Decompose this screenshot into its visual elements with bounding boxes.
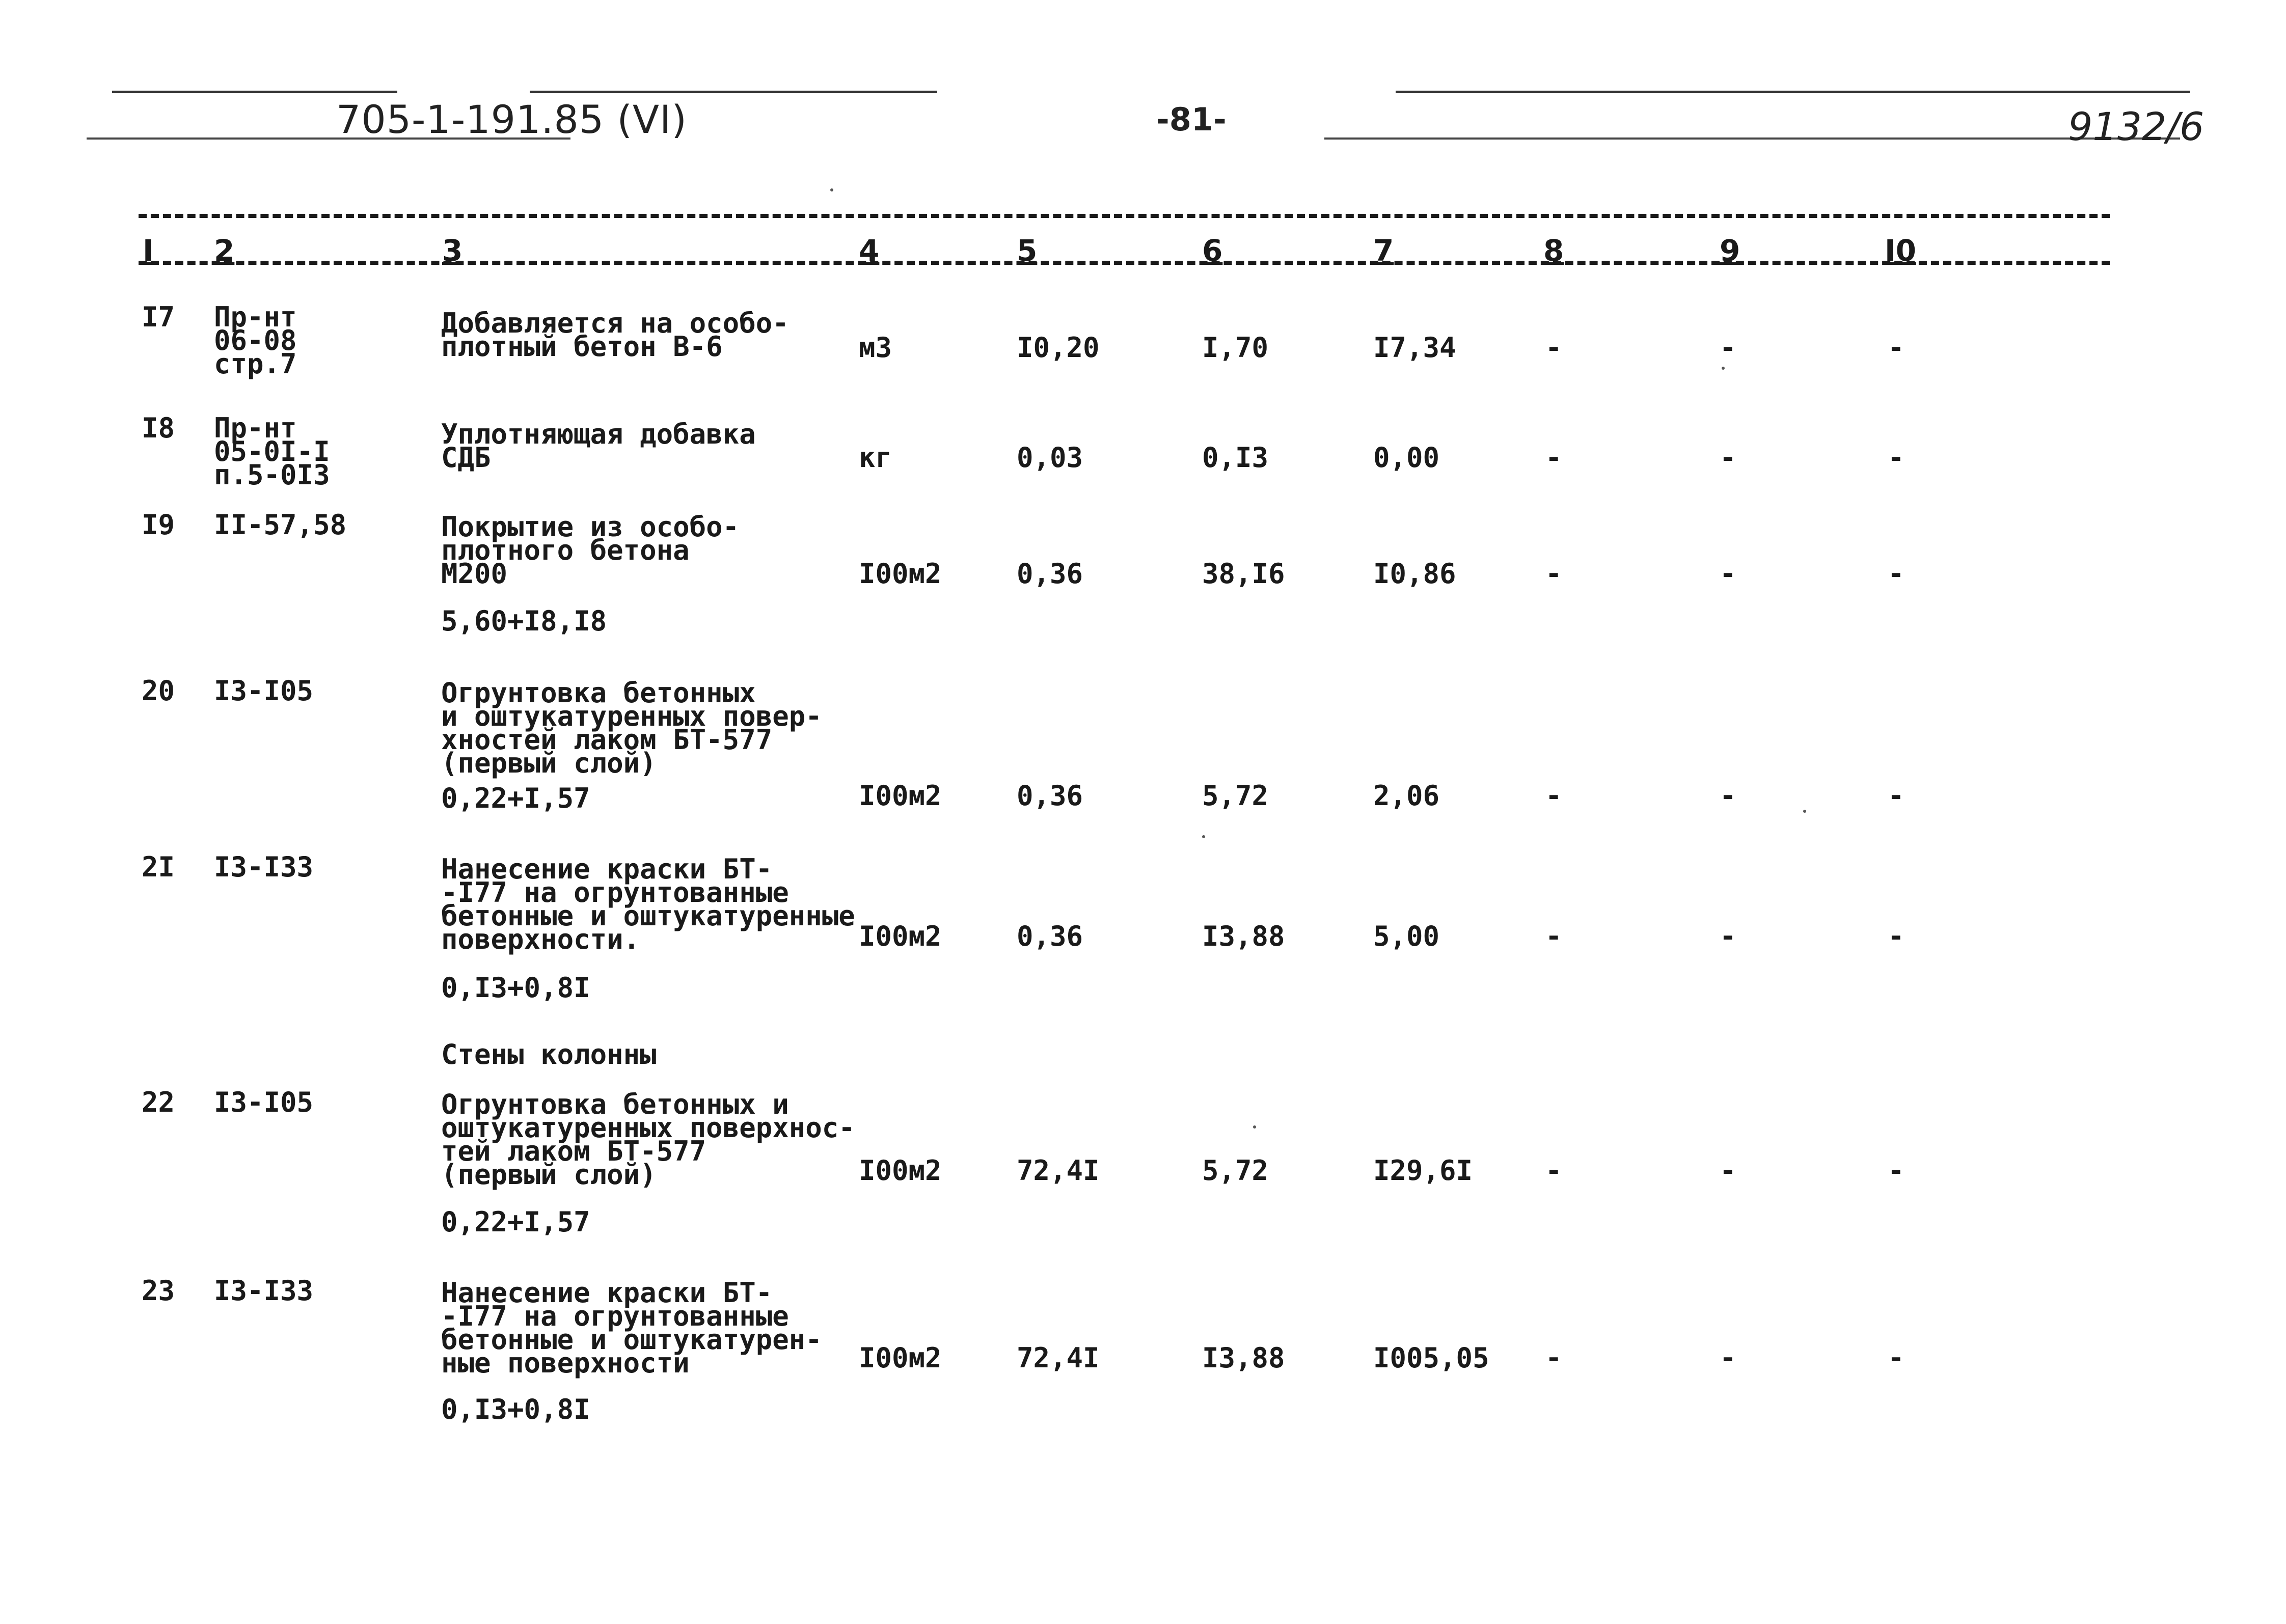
section-title: Стены колонны: [441, 1038, 657, 1070]
row-unit-price: I,70: [1202, 332, 1269, 364]
row-unit: I00м2: [859, 1154, 942, 1187]
row-number: 20: [142, 675, 175, 707]
scan-speck: [1803, 810, 1806, 813]
row-unit: кг: [859, 442, 892, 474]
row-col10: -: [1888, 1154, 1904, 1187]
row-unit-price: 38,I6: [1202, 558, 1285, 590]
col-10-header: I0: [1885, 233, 1916, 268]
row-description: Огрунтовка бетонных и оштукатуренных поверхнос- тей лаком БТ-577 (первый слой): [441, 1088, 855, 1191]
row-col10: -: [1888, 332, 1904, 364]
page-number: -81-: [1156, 101, 1227, 138]
row-unit: I00м2: [859, 920, 942, 952]
row-col9: -: [1720, 442, 1736, 474]
row-formula: 0,I3+0,8I: [441, 972, 590, 1004]
row-col10: -: [1888, 558, 1904, 590]
row-code: I3-I05: [214, 1086, 314, 1118]
row-code: Пр-нт 05-0I-I п.5-0I3: [214, 412, 330, 491]
row-quantity: 72,4I: [1017, 1154, 1100, 1187]
col-4-header: 4: [859, 233, 880, 268]
row-unit: м3: [859, 332, 892, 364]
row-code: Пр-нт 06-08 стр.7: [214, 301, 297, 380]
row-unit-price: 5,72: [1202, 780, 1269, 812]
row-description: Добавляется на особо- плотный бетон В-6: [441, 307, 789, 363]
row-col9: -: [1720, 1154, 1736, 1187]
column-header-rule: [139, 261, 2110, 265]
row-formula: 0,I3+0,8I: [441, 1393, 590, 1425]
row-description: Покрытие из особо- плотного бетона М200: [441, 511, 740, 590]
col-9-header: 9: [1720, 233, 1740, 268]
scan-speck: [1202, 835, 1205, 838]
row-code: I3-I05: [214, 675, 314, 707]
row-formula: 5,60+I8,I8: [441, 605, 607, 637]
row-number: 23: [142, 1275, 175, 1307]
row-description: Нанесение краски БТ- -I77 на огрунтованные бетонные и оштукатурен- ные поверхности: [441, 1277, 822, 1379]
scan-speck: [830, 188, 833, 191]
row-total: 5,00: [1373, 920, 1440, 952]
row-quantity: 0,36: [1017, 558, 1083, 590]
row-col8: -: [1545, 780, 1562, 812]
header-rule-right: [1396, 91, 2190, 93]
col-5-header: 5: [1017, 233, 1038, 268]
row-col8: -: [1545, 442, 1562, 474]
row-col10: -: [1888, 920, 1904, 952]
row-col10: -: [1888, 1342, 1904, 1374]
row-number: I9: [142, 509, 175, 541]
row-code: I3-I33: [214, 1275, 314, 1307]
row-quantity: I0,20: [1017, 332, 1100, 364]
row-total: I005,05: [1373, 1342, 1489, 1374]
row-col9: -: [1720, 920, 1736, 952]
row-total: I0,86: [1373, 558, 1456, 590]
row-number: I8: [142, 412, 175, 444]
col-2-header: 2: [214, 233, 235, 268]
row-description: Уплотняющая добавка СДБ: [441, 418, 756, 474]
row-col10: -: [1888, 780, 1904, 812]
row-description: Огрунтовка бетонных и оштукатуренных повер- хностей лаком БТ-577 (первый слой): [441, 677, 822, 779]
row-unit: I00м2: [859, 1342, 942, 1374]
row-quantity: 0,36: [1017, 780, 1083, 812]
scan-speck: [1722, 367, 1725, 370]
row-description: Нанесение краски БТ- -I77 на огрунтованные бетонные и оштукатуренные поверхности.: [441, 853, 855, 955]
row-total: 2,06: [1373, 780, 1440, 812]
row-code: II-57,58: [214, 509, 347, 541]
row-unit-price: I3,88: [1202, 920, 1285, 952]
header-rule-mid: [530, 91, 937, 93]
col-7-header: 7: [1373, 233, 1394, 268]
col-3-header: 3: [442, 233, 463, 268]
row-quantity: 0,03: [1017, 442, 1083, 474]
row-number: 22: [142, 1086, 175, 1118]
row-col9: -: [1720, 558, 1736, 590]
row-col9: -: [1720, 1342, 1736, 1374]
row-col8: -: [1545, 1154, 1562, 1187]
header-rule-left: [112, 91, 397, 93]
row-col8: -: [1545, 332, 1562, 364]
col-1-header: I: [143, 233, 154, 268]
row-formula: 0,22+I,57: [441, 782, 590, 814]
row-unit-price: I3,88: [1202, 1342, 1285, 1374]
row-col10: -: [1888, 442, 1904, 474]
row-unit: I00м2: [859, 558, 942, 590]
row-unit-price: 0,I3: [1202, 442, 1269, 474]
header-underline-right: [1324, 137, 2180, 140]
col-8-header: 8: [1543, 233, 1564, 268]
row-total: I29,6I: [1373, 1154, 1473, 1187]
row-col9: -: [1720, 780, 1736, 812]
row-number: I7: [142, 301, 175, 333]
row-total: I7,34: [1373, 332, 1456, 364]
row-unit-price: 5,72: [1202, 1154, 1269, 1187]
row-col9: -: [1720, 332, 1736, 364]
row-col8: -: [1545, 920, 1562, 952]
row-quantity: 0,36: [1017, 920, 1083, 952]
document-number: 705-1-191.85 (VI): [336, 97, 688, 142]
row-unit: I00м2: [859, 780, 942, 812]
row-quantity: 72,4I: [1017, 1342, 1100, 1374]
row-number: 2I: [142, 851, 175, 883]
row-total: 0,00: [1373, 442, 1440, 474]
sheet-number: 9132/6: [2068, 104, 2205, 149]
row-col8: -: [1545, 558, 1562, 590]
scan-speck: [1253, 1125, 1256, 1128]
table-top-rule: [139, 214, 2110, 218]
row-formula: 0,22+I,57: [441, 1206, 590, 1238]
col-6-header: 6: [1202, 233, 1223, 268]
row-col8: -: [1545, 1342, 1562, 1374]
row-code: I3-I33: [214, 851, 314, 883]
